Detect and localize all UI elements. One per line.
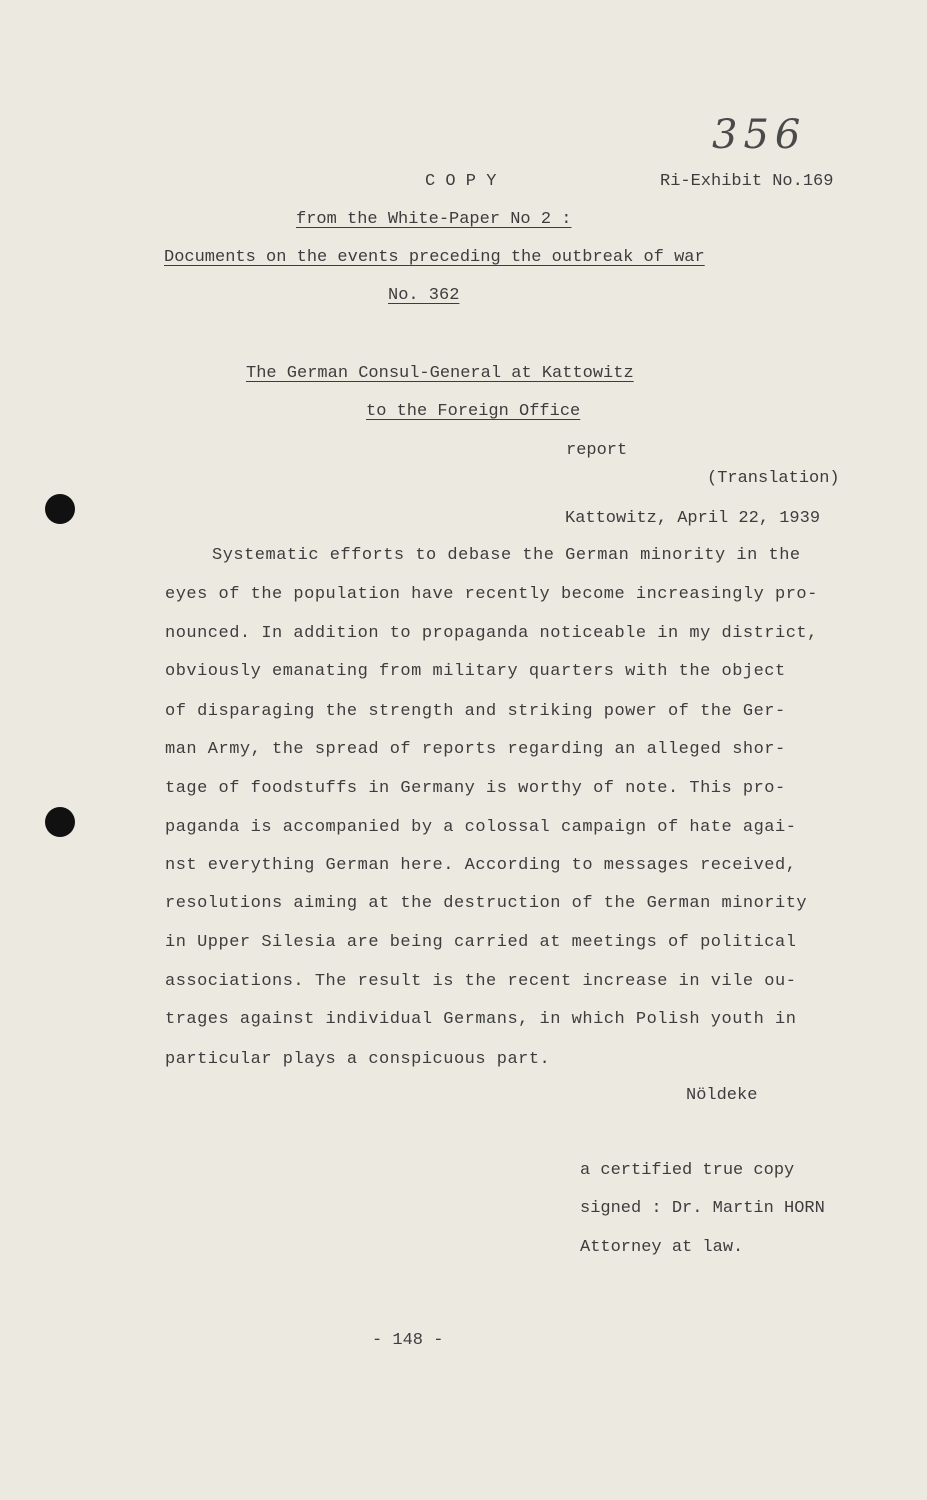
body-line: man Army, the spread of reports regarding an alleged shor- <box>165 740 786 759</box>
body-line: Systematic efforts to debase the German minority in the <box>212 546 801 565</box>
body-line: trages against individual Germans, in which Polish youth in <box>165 1010 797 1029</box>
handwritten-page-number: 356 <box>712 112 807 158</box>
punch-hole-bottom <box>45 807 75 837</box>
body-line: paganda is accompanied by a colossal campaign of hate agai- <box>165 818 797 837</box>
body-line: eyes of the population have recently become increasingly pro- <box>165 585 818 604</box>
punch-hole-top <box>45 494 75 524</box>
exhibit-number: Ri-Exhibit No.169 <box>660 172 834 191</box>
source-line-2: Documents on the events preceding the outbreak of war <box>164 248 705 267</box>
page-number: - 148 - <box>372 1331 444 1350</box>
title-line-1: The German Consul-General at Kattowitz <box>246 364 634 383</box>
document-number: No. 362 <box>388 286 460 305</box>
translation-label: (Translation) <box>707 469 840 488</box>
certification-line-3: Attorney at law. <box>580 1238 744 1257</box>
place-date: Kattowitz, April 22, 1939 <box>565 509 821 528</box>
certification-line-1: a certified true copy <box>580 1161 795 1180</box>
signature-name: Nöldeke <box>686 1086 758 1105</box>
body-line: in Upper Silesia are being carried at meetings of political <box>165 933 797 952</box>
body-line: nounced. In addition to propaganda noticeable in my district, <box>165 624 818 643</box>
certification-line-2: signed : Dr. Martin HORN <box>580 1199 825 1218</box>
title-line-2: to the Foreign Office <box>366 402 581 421</box>
body-line: resolutions aiming at the destruction of the German minority <box>165 894 808 913</box>
copy-label: C O P Y <box>425 172 497 191</box>
source-line-1: from the White-Paper No 2 : <box>296 210 572 229</box>
report-label: report <box>566 441 628 460</box>
body-line: nst everything German here. According to messages received, <box>165 856 797 875</box>
body-line: particular plays a conspicuous part. <box>165 1050 551 1069</box>
body-line: of disparaging the strength and striking power of the Ger- <box>165 702 786 721</box>
body-line: tage of foodstuffs in Germany is worthy of note. This pro- <box>165 779 786 798</box>
body-line: obviously emanating from military quarters with the object <box>165 662 786 681</box>
body-line: associations. The result is the recent increase in vile ou- <box>165 972 797 991</box>
